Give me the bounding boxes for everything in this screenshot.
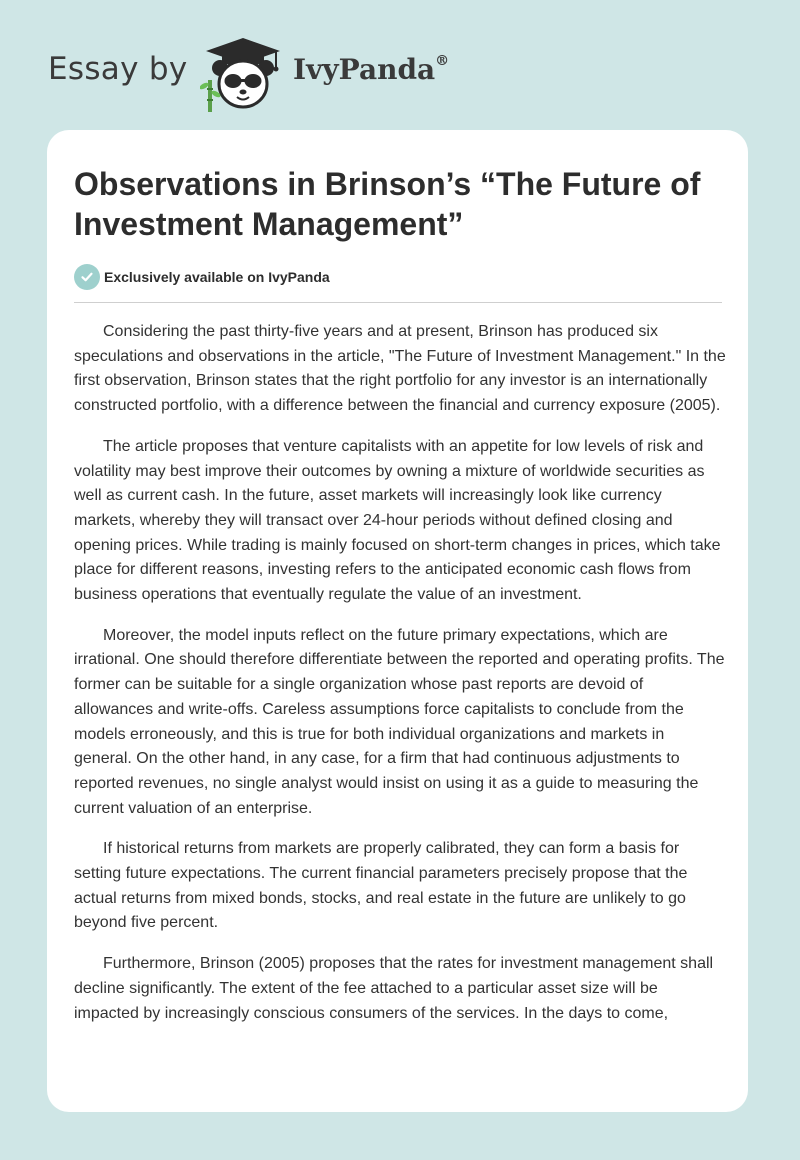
- title-divider: [74, 302, 722, 303]
- check-icon: [74, 264, 100, 290]
- brand-name-text: IvyPanda: [293, 53, 436, 86]
- paragraph: Furthermore, Brinson (2005) proposes that the rates for investment management shall decline significantly. The extent of the fee attached to a particular asset size will be impacted by increasingly conscious consumers of the services. In the days to come,: [74, 955, 714, 1022]
- brand-prefix: Essay by: [48, 51, 188, 87]
- essay-title: Observations in Brinson’s “The Future of Investment Management”: [74, 166, 701, 242]
- exclusive-badge: [74, 264, 330, 290]
- paragraph: Moreover, the model inputs reflect on the future primary expectations, which are irrational. One should therefore differentiate between the reported and operating profits. The former can be suitable for a single organization whose past reports are devoid of allowances and write-offs. Careless assumptions force capitalists to conclude from the models erroneously, and this is true for both individual organizations and markets in general. On the other hand, in any case, for a firm that had continuous adjustments to reported revenues, no single analyst would insist on using it as a guide to measuring the current valuation of an enterprise.: [74, 626, 725, 817]
- registered-mark: ®: [435, 52, 450, 69]
- paragraph: Considering the past thirty-five years and at present, Brinson has produced six speculations and observations in the article, "The Future of Investment Management." In the first observation, Brinson states that the right portfolio for any investor is an internationally constructed portfolio, with a difference between the financial and currency exposure (2005).: [74, 323, 726, 415]
- paragraph: The article proposes that venture capitalists with an appetite for low levels of risk and volatility may best improve their outcomes by owning a mixture of worldwide securities as well as current cash. In the future, asset markets will increasingly look like currency markets, whereby they will transact over 24-hour periods without defined closing and opening prices. While trading is mainly focused on short-term changes in prices, which take place for different reasons, investing refers to the anticipated economic cash flows from business operations that eventually regulate the value of an investment.: [74, 437, 721, 604]
- essay-body: [74, 320, 726, 1042]
- exclusive-label: Exclusively available on IvyPanda: [104, 269, 330, 285]
- site-header: [0, 0, 800, 130]
- brand-name[interactable]: [293, 53, 449, 86]
- paragraph: If historical returns from markets are properly calibrated, they can form a basis for setting future expectations. The current financial parameters precisely propose that the actual returns from mixed bonds, stocks, and real estate in the future are unlikely to go beyond five percent.: [74, 840, 688, 932]
- essay-card: [47, 130, 748, 1112]
- graduation-panda-icon[interactable]: [200, 36, 286, 112]
